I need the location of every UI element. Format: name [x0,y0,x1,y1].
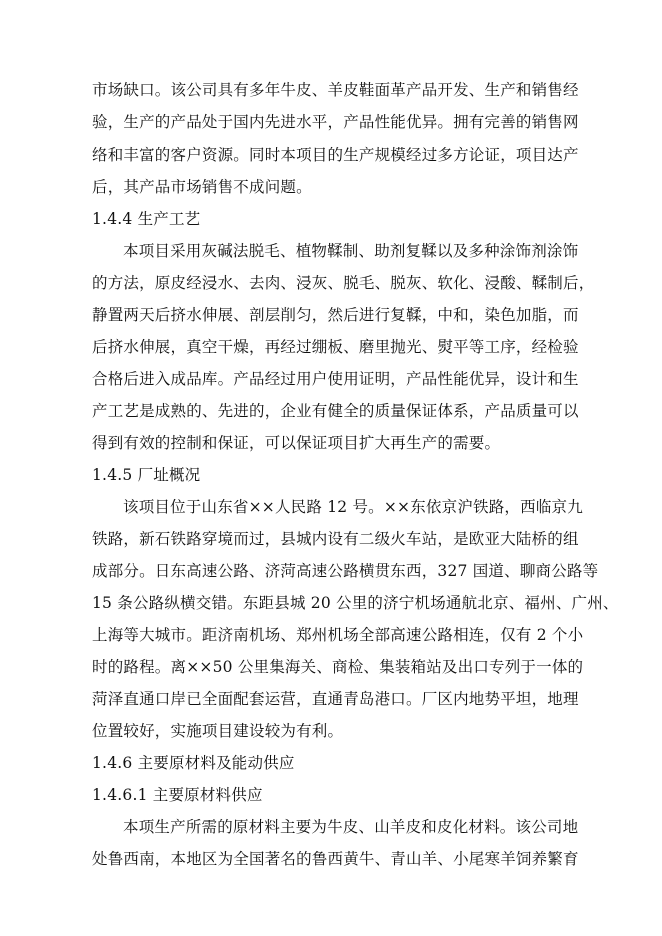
paragraph-line: 时的路程。离××50 公里集海关、商检、集装箱站及出口专列于一体的 [92,658,584,676]
paragraph-line: 本项目采用灰碱法脱毛、植物鞣制、助剂复鞣以及多种涂饰剂涂饰 [123,242,579,260]
paragraph-line: 15 条公路纵横交错。东距县城 20 公里的济宁机场通航北京、福州、广州、 [92,594,619,612]
paragraph-line: 位置较好，实施项目建设较为有利。 [92,722,344,740]
section-heading: 1.4.6 主要原材料及能动供应 [92,754,295,772]
paragraph-line: 该项目位于山东省××人民路 12 号。××东依京沪铁路，西临京九 [123,498,583,516]
paragraph-line: 市场缺口。该公司具有多年牛皮、羊皮鞋面革产品开发、生产和销售经 [92,81,579,99]
paragraph-line: 产工艺是成熟的、先进的，企业有健全的质量保证体系，产品质量可以 [92,402,579,420]
paragraph-line: 静置两天后挤水伸展、剖层削匀，然后进行复鞣，中和，染色加脂，而 [92,306,579,324]
paragraph-line: 本项生产所需的原材料主要为牛皮、山羊皮和皮化材料。该公司地 [123,818,579,836]
paragraph-line: 验，生产的产品处于国内先进水平，产品性能优异。拥有完善的销售网 [92,113,579,131]
paragraph-line: 后，其产品市场销售不成问题。 [92,178,312,196]
paragraph-line: 合格后进入成品库。产品经过用户使用证明，产品性能优异，设计和生 [92,370,579,388]
section-heading: 1.4.4 生产工艺 [92,210,201,228]
paragraph-line: 得到有效的控制和保证，可以保证项目扩大再生产的需要。 [92,434,501,452]
paragraph-line: 络和丰富的客户资源。同时本项目的生产规模经过多方论证，项目达产 [92,146,579,164]
paragraph-line: 的方法，原皮经浸水、去肉、浸灰、脱毛、脱灰、软化、浸酸、鞣制后， [92,274,595,292]
paragraph-line: 处鲁西南，本地区为全国著名的鲁西黄牛、青山羊、小尾寒羊饲养繁育 [92,850,579,868]
paragraph-line: 后挤水伸展，真空干燥，再经过绷板、磨里抛光、熨平等工序，经检验 [92,338,579,356]
subsection-heading: 1.4.6.1 主要原材料供应 [92,786,263,804]
paragraph-line: 成部分。日东高速公路、济菏高速公路横贯东西，327 国道、聊商公路等 [92,562,599,580]
paragraph-line: 铁路，新石铁路穿境而过，县城内设有二级火车站，是欧亚大陆桥的组 [92,530,579,548]
paragraph-line: 上海等大城市。距济南机场、郑州机场全部高速公路相连，仅有 2 个小 [92,626,584,644]
section-heading: 1.4.5 厂址概况 [92,466,201,484]
paragraph-line: 菏泽直通口岸已全面配套运营，直通青岛港口。厂区内地势平坦，地理 [92,690,579,708]
